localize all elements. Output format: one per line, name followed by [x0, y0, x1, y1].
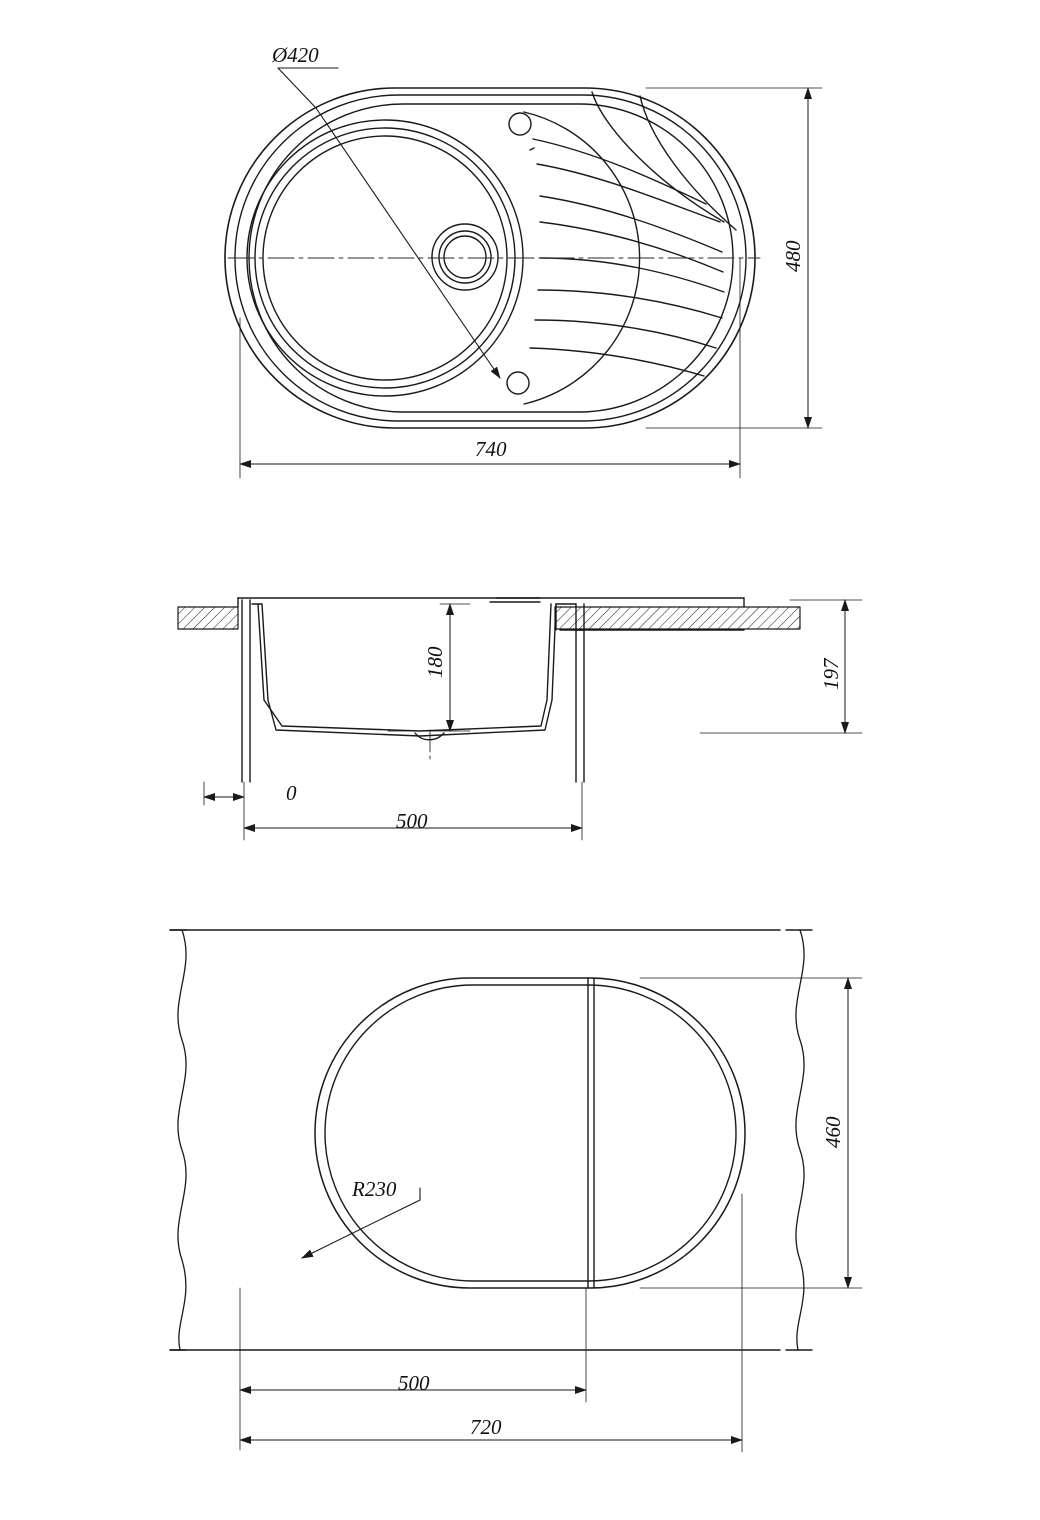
dim-overall-height: 480 [781, 240, 805, 272]
dim-flange-offset: 0 [286, 781, 297, 805]
top-view-geometry [225, 88, 760, 428]
top-view-dimensions [240, 68, 822, 478]
dim-cutout-inner-width: 500 [398, 1371, 430, 1395]
dimension-labels [271, 43, 845, 1439]
dim-corner-radius: R230 [352, 1177, 397, 1201]
section-view-dimensions [204, 600, 862, 840]
section-view-geometry [178, 598, 800, 782]
dim-bowl-depth: 180 [423, 646, 447, 678]
dim-cutout-height: 460 [821, 1116, 845, 1148]
dim-bowl-diameter: Ø420 [272, 43, 319, 67]
dim-total-depth: 197 [819, 658, 843, 690]
dim-overall-width: 740 [475, 437, 507, 461]
cutout-view-geometry [170, 930, 812, 1350]
cutout-view-dimensions [240, 978, 862, 1452]
dim-cutout-width: 720 [470, 1415, 502, 1439]
dim-cutout-width-section: 500 [396, 809, 428, 833]
